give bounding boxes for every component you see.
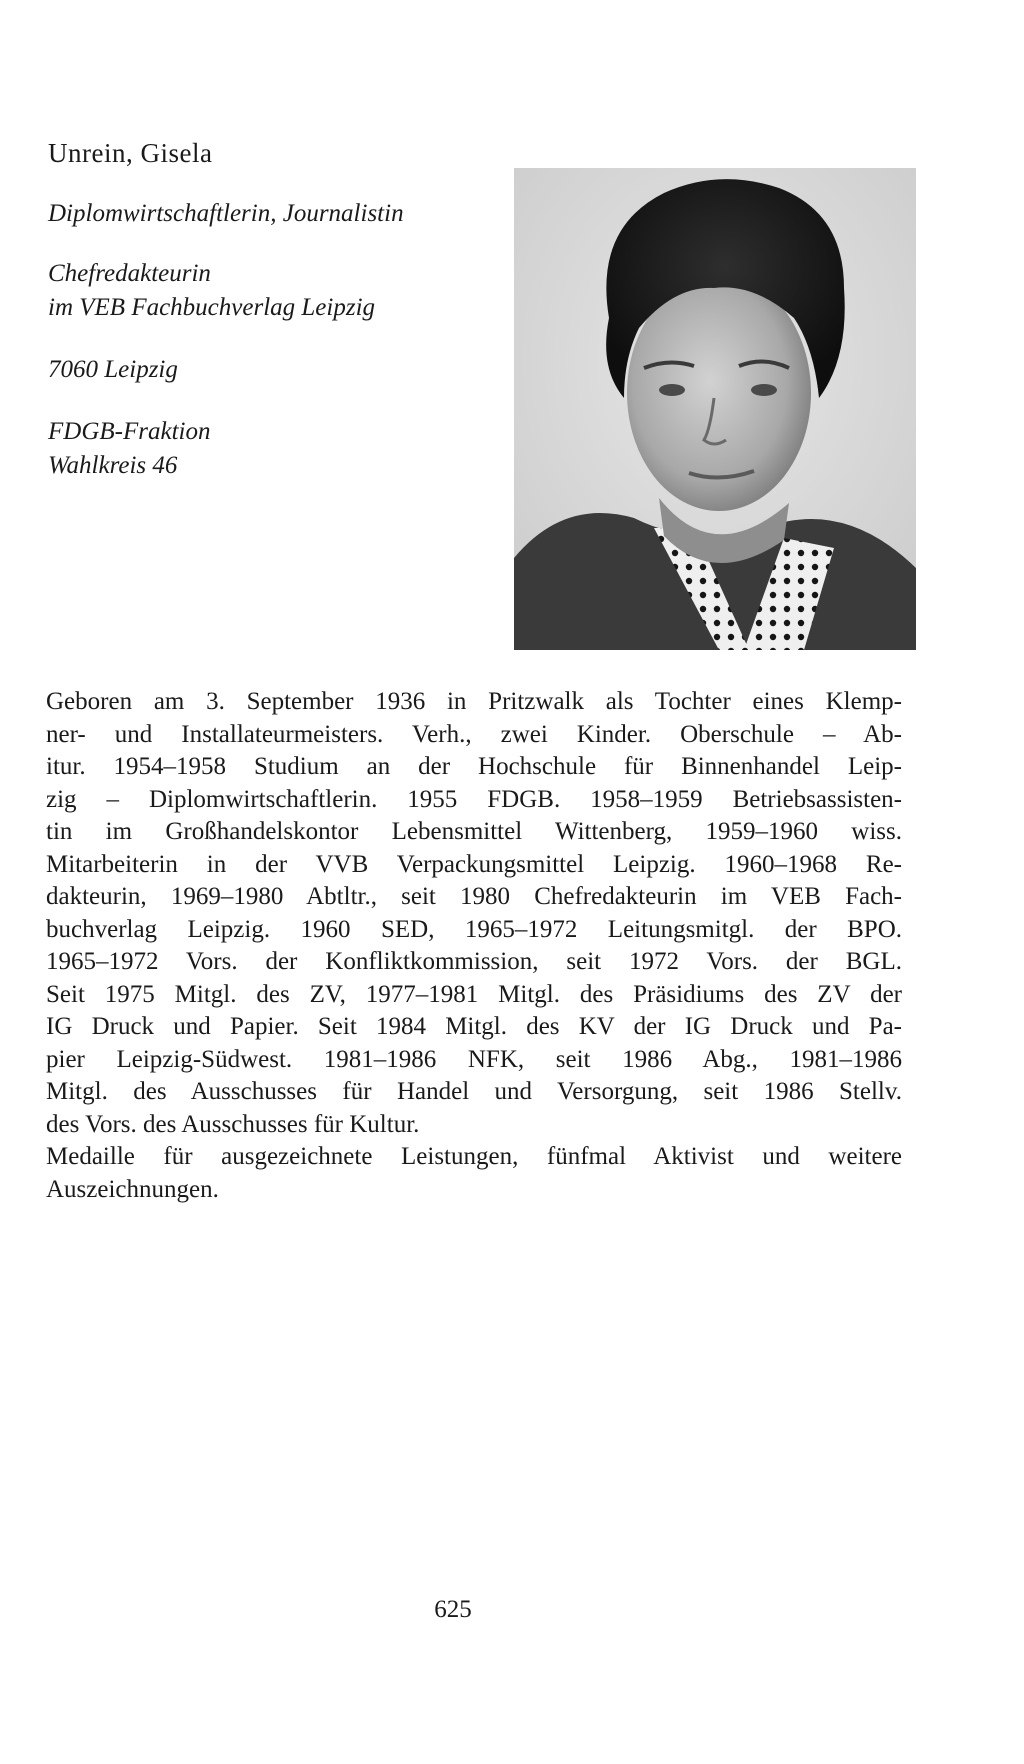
occupation: Diplomwirtschaftlerin, Journalistin bbox=[48, 200, 404, 227]
faction: FDGB-Fraktion bbox=[48, 418, 211, 445]
portrait-photo bbox=[514, 168, 916, 650]
person-name: Unrein, Gisela bbox=[48, 138, 213, 168]
biography-text bbox=[46, 686, 902, 1206]
bio-line: Mitgl. des Ausschusses für Handel und Versorgung, seit 1986 Stellv. bbox=[46, 1078, 902, 1105]
bio-line: IG Druck und Papier. Seit 1984 Mitgl. des KV der IG Druck und Pa- bbox=[46, 1013, 902, 1040]
bio-line: des Vors. des Ausschusses für Kultur. bbox=[46, 1110, 420, 1138]
bio-line: itur. 1954–1958 Studium an der Hochschule für Binnenhandel Leip- bbox=[46, 753, 902, 780]
constituency: Wahlkreis 46 bbox=[48, 452, 178, 479]
residence: 7060 Leipzig bbox=[48, 356, 178, 383]
bio-line: buchverlag Leipzig. 1960 SED, 1965–1972 Leitungsmitgl. der BPO. bbox=[46, 915, 902, 943]
position-title: Chefredakteurin bbox=[48, 260, 211, 287]
page-number: 625 bbox=[434, 1596, 472, 1623]
bio-line: zig – Diplomwirtschaftlerin. 1955 FDGB. 1958–1959 Betriebsassisten- bbox=[46, 785, 902, 813]
bio-line: Geboren am 3. September 1936 in Pritzwalk als Tochter eines Klemp- bbox=[46, 688, 902, 715]
bio-line: Seit 1975 Mitgl. des ZV, 1977–1981 Mitgl. des Präsidiums des ZV der bbox=[46, 980, 902, 1008]
bio-line: Mitarbeiterin in der VVB Verpackungsmittel Leipzig. 1960–1968 Re- bbox=[46, 850, 902, 878]
employer: im VEB Fachbuchverlag Leipzig bbox=[48, 294, 376, 321]
bio-line: dakteurin, 1969–1980 Abtltr., seit 1980 Chefredakteurin im VEB Fach- bbox=[46, 883, 902, 910]
bio-line: ner- und Installateurmeisters. Verh., zwei Kinder. Oberschule – Ab- bbox=[46, 720, 902, 748]
bio-line: tin im Großhandelskontor Lebensmittel Wittenberg, 1959–1960 wiss. bbox=[46, 818, 902, 845]
bio-line: 1965–1972 Vors. der Konfliktkommission, seit 1972 Vors. der BGL. bbox=[46, 948, 902, 975]
bio-line: Medaille für ausgezeichnete Leistungen, fünfmal Aktivist und weitere bbox=[46, 1143, 902, 1170]
bio-line: Auszeichnungen. bbox=[46, 1175, 219, 1203]
bio-line: pier Leipzig-Südwest. 1981–1986 NFK, seit 1986 Abg., 1981–1986 bbox=[46, 1045, 902, 1073]
